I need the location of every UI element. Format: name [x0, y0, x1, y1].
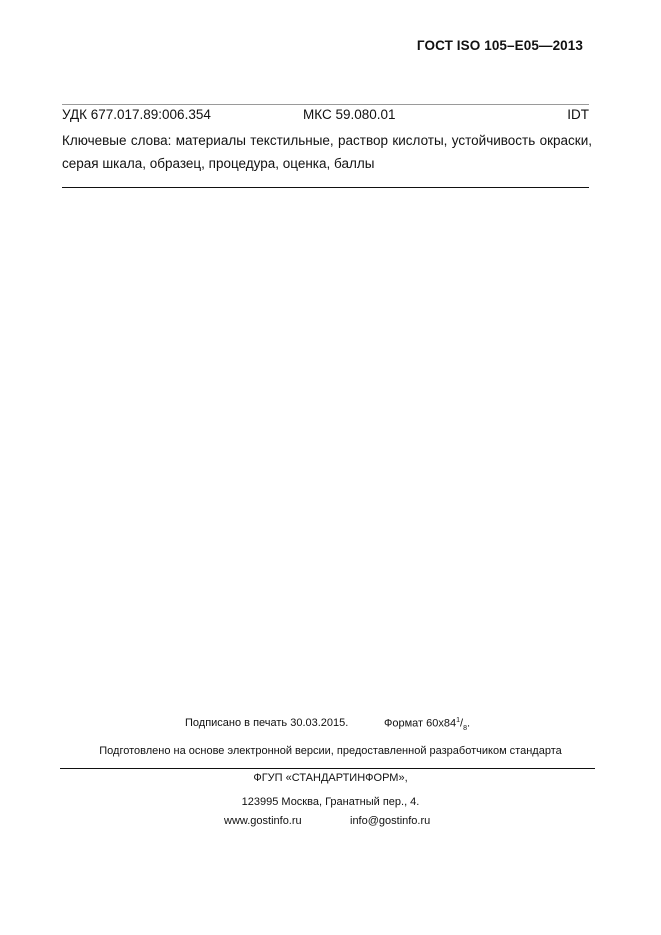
- keywords-divider: [62, 187, 589, 188]
- top-divider: [62, 104, 589, 105]
- print-format-label: Формат 60x84: [384, 717, 457, 730]
- print-format-end: .: [466, 717, 471, 730]
- print-format-denominator: 8: [463, 724, 467, 732]
- email-link[interactable]: info@gostinfo.ru: [350, 815, 431, 827]
- print-format-numerator: 1: [456, 717, 461, 724]
- classification-row: [62, 107, 589, 127]
- udk-code: УДК 677.017.89:006.354: [62, 107, 211, 122]
- keywords-paragraph: Ключевые слова: материалы текстильные, раствор кислоты, устойчивость окраски, серая шкала, образец, процедура, оценка, баллы: [62, 133, 592, 171]
- website-link[interactable]: www.gostinfo.ru: [224, 815, 302, 827]
- publisher-address: 123995 Москва, Гранатный пер., 4.: [241, 796, 420, 808]
- prepared-note: Подготовлено на основе электронной версии, предоставленной разработчиком стандарта: [99, 745, 562, 757]
- publisher-name: ФГУП «СТАНДАРТИНФОРМ»,: [253, 772, 408, 784]
- print-format: Формат $60x84^1/_8$.: [384, 717, 471, 732]
- mks-code: МКС 59.080.01: [303, 107, 396, 122]
- standard-code: ГОСТ ISO 105–E05—2013: [416, 38, 583, 53]
- imprint-divider: [60, 768, 595, 769]
- signed-date: Подписано в печать 30.03.2015.: [185, 717, 349, 729]
- equivalence-degree: IDT: [567, 107, 589, 122]
